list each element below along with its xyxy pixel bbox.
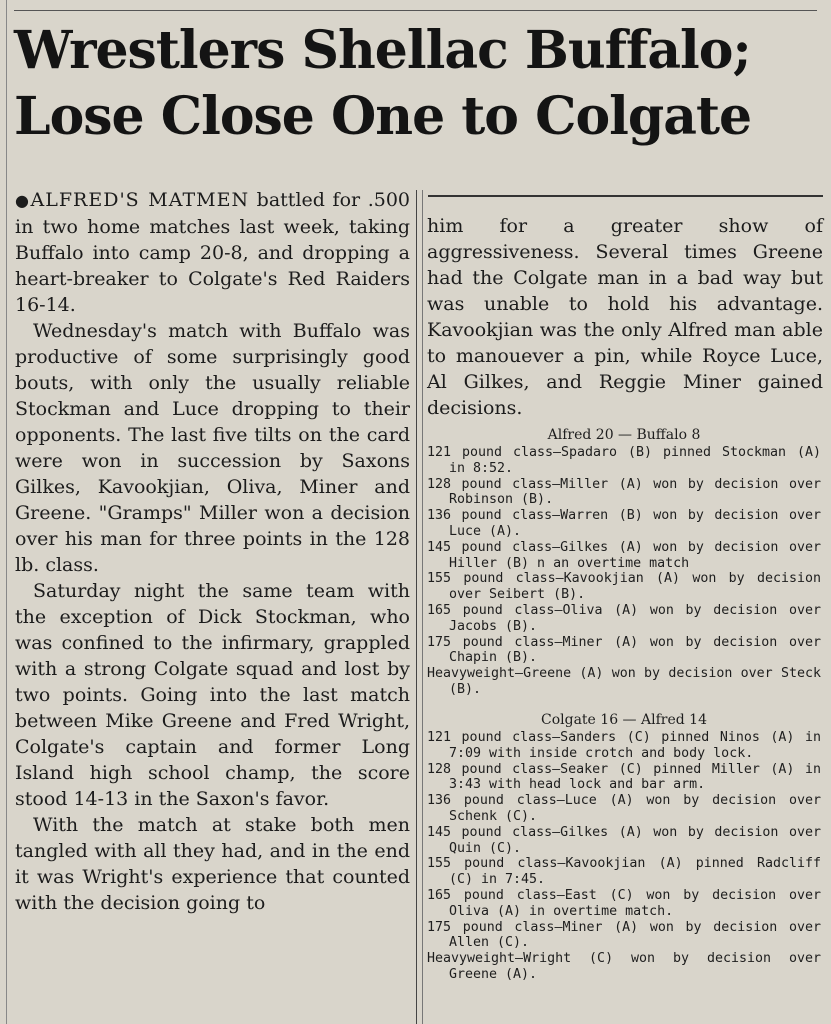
paragraph-final-match: With the match at stake both men tangled with all they had, and in the end it was Wright's experience that counted with the decision going to (15, 814, 410, 914)
result-entry: 175 pound class—Miner (A) won by decision over Allen (C). (427, 919, 821, 951)
result-entry: 155 pound class—Kavookjian (A) pinned Radcliff (C) in 7:45. (427, 856, 821, 888)
result-entry: 155 pound class—Kavookjian (A) won by decision over Seibert (B). (427, 571, 821, 603)
paragraph-buffalo: Wednesday's match with Buffalo was productive of some surprisingly good bouts, with only the usually reliable Stockman and Luce dropping to their opponents. The last five tilts on the card were won in succession by Saxons Gilkes, Kavookjian, Oliva, Miner and Greene. "Gramps" Miller won a decision over his man for three points in the 128 lb. class. (15, 320, 410, 576)
result-entry: 121 pound class—Spadaro (B) pinned Stockman (A) in 8:52. (427, 445, 821, 476)
results-box-colgate (427, 712, 821, 983)
page-edge-rule (6, 0, 7, 1024)
lead-paragraph (15, 187, 410, 318)
paragraph-continued: him for a greater show of aggressiveness. Several times Greene had the Colgate man in a bad way but was unable to hold his advantage. Kavookjian was the only Alfred man able to manouever a pin, while Royce Luce, Al Gilkes, and Reggie Miner gained decisions. (427, 215, 823, 419)
top-rule (14, 10, 817, 11)
headline-line-1: Wrestlers Shellac Buffalo; (14, 20, 751, 81)
results-header: Colgate 16 — Alfred 14 (541, 712, 707, 728)
result-entry: 165 pound class—Oliva (A) won by decision over Jacobs (B). (427, 602, 821, 634)
result-entry: 136 pound class—Warren (B) won by decision over Luce (A). (427, 508, 821, 539)
lead-caps: ALFRED'S MATMEN (30, 189, 250, 211)
bullet-icon: ● (15, 191, 31, 210)
article-right-column (427, 213, 823, 421)
article-left-column (15, 187, 410, 916)
result-entry: 121 pound class—Sanders (C) pinned Ninos (A) in 7:09 with inside crotch and body lock. (427, 730, 821, 761)
results-box-buffalo (427, 427, 821, 698)
result-entry: 175 pound class—Miner (A) won by decision over Chapin (B). (427, 634, 821, 666)
paragraph-colgate: Saturday night the same team with the exception of Dick Stockman, who was confined to the infirmary, grappled with a strong Colgate squad and lost by two points. Going into the last match between Mike Greene and Fred Wright, Colgate's captain and former Long Island high school champ, the score stood 14-13 in the Saxon's favor. (15, 580, 410, 810)
results-header: Alfred 20 — Buffalo 8 (547, 427, 701, 443)
right-column-top-rule (428, 195, 823, 197)
column-rule-inner (422, 190, 423, 1024)
result-entry: Heavyweight—Greene (A) won by decision over Steck (B). (427, 666, 821, 697)
headline-line-2: Lose Close One to Colgate (14, 86, 752, 147)
column-rule (416, 190, 417, 1024)
result-entry: Heavyweight—Wright (C) won by decision over Greene (A). (427, 951, 821, 982)
result-entry: 136 pound class—Luce (A) won by decision over Schenk (C). (427, 793, 821, 824)
result-entry: 145 pound class—Gilkes (A) won by decision over Quin (C). (427, 824, 821, 856)
result-entry: 145 pound class—Gilkes (A) won by decision over Hiller (B) n an overtime match (427, 539, 821, 571)
result-entry: 128 pound class—Miller (A) won by decision over Robinson (B). (427, 476, 821, 508)
result-entry: 128 pound class—Seaker (C) pinned Miller (A) in 3:43 with head lock and bar arm. (427, 761, 821, 793)
headline (14, 18, 823, 150)
result-entry: 165 pound class—East (C) won by decision over Oliva (A) in overtime match. (427, 887, 821, 919)
lead-text: battled for .500 in two home matches last week, taking Buffalo into camp 20-8, and dropping a heart-breaker to Colgate's Red Raiders 16-14. (15, 189, 410, 316)
